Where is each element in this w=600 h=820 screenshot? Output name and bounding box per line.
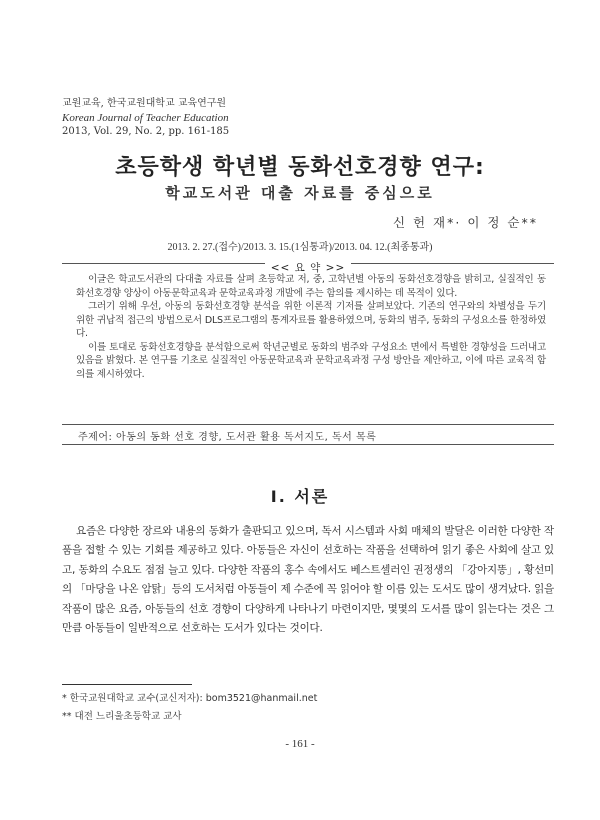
page-number: - 161 - bbox=[285, 738, 315, 750]
keywords: 주제어: 아동의 동화 선호 경향, 도서관 활용 독서지도, 독서 목록 bbox=[78, 432, 377, 443]
abstract-top-rule bbox=[62, 262, 554, 274]
abstract-heading: << 요 약 >> bbox=[265, 262, 352, 274]
keywords-rule-top bbox=[62, 424, 554, 425]
footnote-1: * 한국교원대학교 교수(교신저자): bom3521@hanmail.net bbox=[62, 693, 318, 704]
body-paragraph: 요즘은 다양한 장르와 내용의 동화가 출판되고 있으며, 독서 시스템과 사회 매체의 발달은 이러한 다양한 작품을 접할 수 있는 기회를 제공하고 있다. 아동들은 자신이 선호하는 작품을 선택하여 읽기 좋은 사회에 살고 있고, 동화의 수요도 점점 늘고 있다. 다양한 작품의 홍수 속에서도 베스트셀러인 권정생의 「강아지똥」, 황선미의 「마당을 나온 암탉」등의 도서처럼 아동들이 제 수준에 꼭 읽어야 할 이름 있는 도서도 많이 생겨났다. 읽을 작품이 많은 요즘, 아동들의 선호 경향이 다양하게 나타나기 마련이지만, 몇몇의 도서를 많이 읽는다는 것은 그만큼 아동들이 일반적으로 선호하는 도서가 있다는 것이다. bbox=[62, 525, 554, 635]
abstract-paragraph: 그러기 위해 우선, 아동의 동화선호경향 분석을 위한 이론적 기저를 살펴보았다. 기존의 연구와의 차별성을 두기 위한 귀납적 접근의 방법으로서 DLS프로그램의 통계자료를 활용하였으며, 동화의 범주, 동화의 구성요소를 한정하였다. bbox=[76, 301, 546, 339]
journal-header bbox=[62, 97, 229, 139]
footnote-2: ** 대전 느리울초등학교 교사 bbox=[62, 711, 182, 722]
journal-name-english: Korean Journal of Teacher Education bbox=[62, 112, 229, 124]
submission-dates: 2013. 2. 27.(접수)/2013. 3. 15.(1심통과)/2013. 04. 12.(최종통과) bbox=[167, 242, 433, 253]
authors: 신 헌 재*· 이 정 순** bbox=[392, 215, 538, 230]
section-heading: Ⅰ. 서론 bbox=[270, 487, 330, 506]
keywords-rule-bottom bbox=[62, 444, 554, 445]
journal-name-korean: 교원교육, 한국교원대학교 교육연구원 bbox=[62, 98, 227, 109]
paper-subtitle: 학교도서관 대출 자료를 중심으로 bbox=[165, 184, 435, 202]
paper-title: 초등학생 학년별 동화선호경향 연구: bbox=[115, 155, 485, 180]
abstract-paragraph: 이글은 학교도서관의 다대출 자료를 살펴 초등학교 저, 중, 고학년별 아동의 동화선호경향을 밝히고, 실질적인 동화선호경향 양상이 아동문학교육과 문학교육과정 개발에 주는 함의를 제시하는 데 목적이 있다. bbox=[76, 274, 546, 299]
journal-volume: 2013, Vol. 29, No. 2, pp. 161-185 bbox=[62, 126, 230, 137]
abstract-body bbox=[76, 273, 546, 381]
footnote-rule bbox=[62, 684, 192, 685]
section-body bbox=[62, 522, 554, 638]
abstract-paragraph: 이를 토대로 동화선호경향을 분석함으로써 학년군별로 동화의 범주와 구성요소 면에서 특별한 경향성을 드러내고 있음을 밝혔다. 본 연구를 기초로 실질적인 아동문학교육과 문학교육과정 구성 방안을 제안하고, 이에 따른 교육적 함의를 제시하였다. bbox=[76, 341, 546, 380]
